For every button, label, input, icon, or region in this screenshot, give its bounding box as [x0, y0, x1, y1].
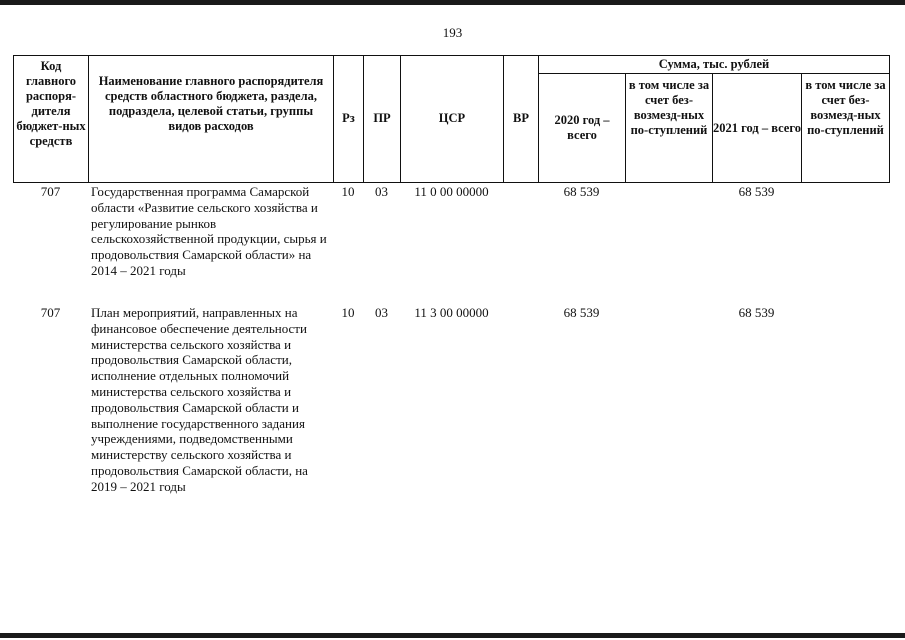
row-1-pr: 03 — [375, 184, 388, 199]
header-2020-gratis: в том числе за счет без-возмезд-ных по-ступлений — [628, 78, 710, 137]
col-border — [801, 73, 802, 182]
col-border — [625, 73, 626, 182]
row-2-code: 707 — [40, 305, 61, 320]
header-sum: Сумма, тыс. рублей — [658, 57, 770, 71]
row-2-2021-total: 68 539 — [738, 305, 775, 320]
row-1-rz: 10 — [341, 184, 355, 199]
row-1-csr: 11 0 00 00000 — [414, 184, 489, 199]
row-1-code: 707 — [40, 184, 61, 199]
header-2020-total: 2020 год – всего — [554, 113, 610, 142]
header-bottom-border — [13, 182, 890, 183]
col-border — [13, 55, 14, 182]
header-code: Код главного распоря-дителя бюджет-ных средств — [16, 59, 86, 148]
col-border — [88, 55, 89, 182]
header-name: Наименование главного распорядителя средств областного бюджета, раздела, подраздела, целевой статьи, группы видов расходов — [98, 74, 324, 133]
top-border-rule — [0, 0, 905, 5]
row-2-rz: 10 — [341, 305, 355, 320]
header-2021-total: 2021 год – всего — [713, 120, 801, 135]
header-csr: ЦСР — [438, 111, 466, 125]
row-2-2020-total: 68 539 — [563, 305, 600, 320]
header-rz: Рз — [342, 111, 355, 125]
page-number: 193 — [442, 25, 463, 40]
row-1-2021-total: 68 539 — [738, 184, 775, 199]
header-vr: ВР — [513, 111, 529, 125]
col-border — [889, 55, 890, 182]
row-2-csr: 11 3 00 00000 — [414, 305, 489, 320]
row-2-name: План мероприятий, направленных на финансовое обеспечение деятельности министерства сельского хозяйства и продовольствия Самарской области, исполнение отдельных полномочий министерства сельского хозяйства и продовольствия Самарской области и выполнение государственного задания учреждениями, подведомственными министерству сельского хозяйства и продовольствия Самарской области, на 2019 – 2021 годы — [91, 305, 308, 494]
row-1-name: Государственная программа Самарской области «Развитие сельского хозяйства и регулирование рынков сельскохозяйственной продукции, сырья и продовольствия Самарской области» на 2014 – 2021 годы — [91, 184, 327, 278]
header-pr: ПР — [373, 111, 391, 125]
row-1-2020-total: 68 539 — [563, 184, 600, 199]
row-2-pr: 03 — [375, 305, 388, 320]
header-2021-gratis: в том числе за счет без-возмезд-ных по-ступлений — [805, 78, 886, 137]
bottom-border-rule — [0, 633, 905, 638]
